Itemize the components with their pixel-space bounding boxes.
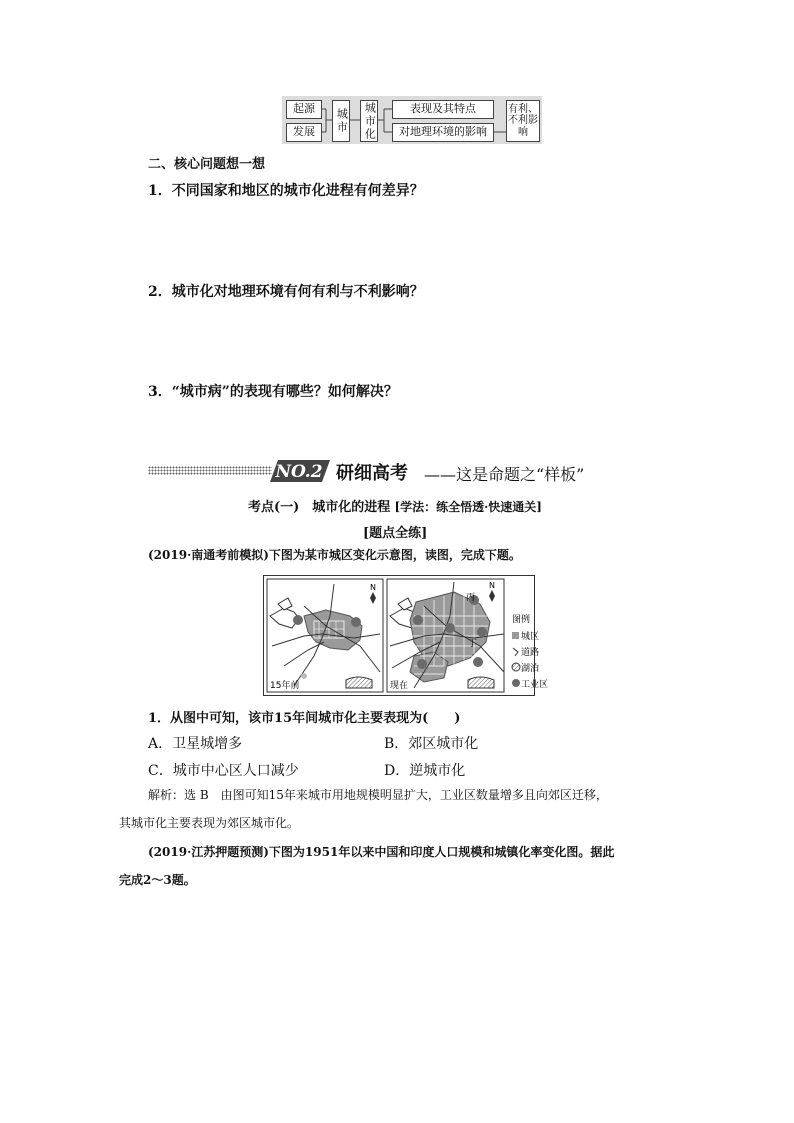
svg-text:NO.2: NO.2 (275, 462, 323, 482)
flow-urbanization-box: 城市化 (360, 100, 378, 142)
banner-title: 研细高考 (336, 463, 408, 484)
option-c: C．城市中心区人口减少 (148, 763, 299, 779)
intro-2-line-2: 完成2～3题。 (119, 873, 196, 887)
question-2: 2．城市化对地理环境有何有利与不利影响？ (148, 284, 424, 300)
svg-text:丙: 丙 (466, 593, 476, 603)
topic-heading-line (248, 496, 542, 515)
legend-lake: 湖泊 (521, 664, 540, 674)
flow-manifestation-box: 表现及其特点 (392, 100, 494, 119)
main-question: 1．从图中可知，该市15年间城市化主要表现为( ) (148, 711, 461, 726)
flow-connectors (282, 96, 542, 144)
svg-text:现在: 现在 (390, 681, 409, 691)
concept-flow-diagram (282, 96, 542, 144)
legend-industry: 工业区 (521, 680, 549, 690)
svg-text:15年前: 15年前 (270, 681, 300, 691)
flow-city-box: 城市 (332, 100, 350, 142)
intro-1: (2019·南通考前模拟)下图为某市城区变化示意图，读图，完成下题。 (148, 548, 521, 562)
option-b: B．郊区城市化 (384, 736, 479, 752)
legend-title: 图例 (512, 615, 531, 625)
svg-text:丁: 丁 (468, 639, 478, 649)
question-1: 1．不同国家和地区的城市化进程有何差异？ (148, 183, 424, 199)
topic-method: [学法：练全悟透·快速通关] (394, 500, 542, 514)
urban-change-map (263, 575, 549, 696)
banner-subtitle: ——这是命题之“样板” (424, 465, 585, 484)
option-a: A．卫星城增多 (148, 736, 243, 752)
analysis-line-1: 解析：选 B 由图可知15年来城市用地规模明显扩大，工业区数量增多且向郊区迁移， (148, 788, 608, 802)
banner-badge (270, 458, 332, 484)
legend-road: 道路 (521, 648, 540, 658)
flow-impact-box: 对地理环境的影响 (392, 123, 494, 142)
section-heading: 二、核心问题想一想 (148, 157, 266, 172)
legend-city: 城区 (521, 632, 540, 642)
section-banner (148, 456, 648, 486)
flow-origin-box: 起源 (286, 100, 322, 119)
analysis-line-2: 其城市化主要表现为郊区城市化。 (119, 816, 300, 830)
svg-text:N: N (489, 581, 495, 590)
topic-heading: 考点(一) 城市化的进程 (248, 500, 391, 515)
flow-pros-cons-box: 有利、不利影响 (506, 100, 540, 142)
map-drawing (264, 576, 549, 695)
intro-2-line-1: (2019·江苏押题预测)下图为1951年以来中国和印度人口规模和城镇化率变化图。据此 (148, 845, 615, 859)
practice-label: [题点全练] (363, 526, 428, 541)
question-3: 3．“城市病”的表现有哪些？如何解决？ (148, 384, 398, 400)
option-d: D．逆城市化 (384, 763, 466, 779)
svg-text:N: N (370, 583, 376, 592)
banner-dotted-strip (148, 466, 272, 475)
flow-development-box: 发展 (286, 123, 322, 142)
